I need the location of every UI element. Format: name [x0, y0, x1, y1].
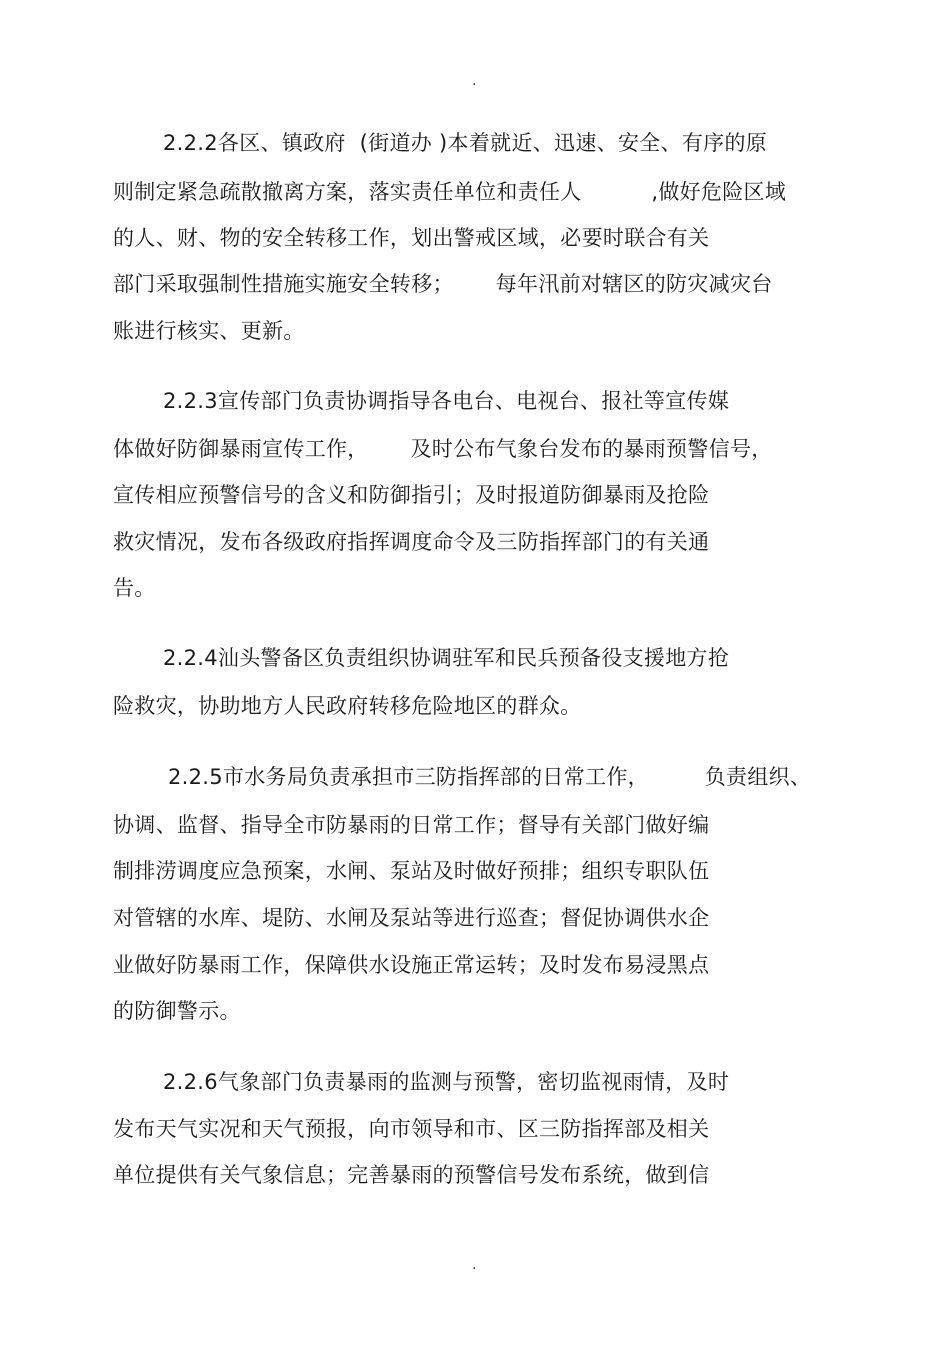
text-line: 宣传相应预警信号的含义和防御指引；及时报道防御暴雨及抢险	[113, 483, 710, 507]
text-line: 协调、监督、指导全市防暴雨的日常工作；督导有关部门做好编	[113, 813, 710, 837]
text-line: 对管辖的水库、堤防、水闸及泵站等进行巡查；督促协调供水企	[113, 906, 710, 930]
text-line: 2.2.2各区、镇政府 (街道办 )本着就近、迅速、安全、有序的原	[163, 131, 768, 155]
text-line: 救灾情况，发布各级政府指挥调度命令及三防指挥部门的有关通	[113, 530, 710, 554]
text-line: 体做好防御暴雨宣传工作， 及时公布气象台发布的暴雨预警信号，	[113, 437, 773, 461]
text-line: 发布天气实况和天气预报，向市领导和市、区三防指挥部及相关	[113, 1117, 710, 1141]
text-line: 则制定紧急疏散撤离方案，落实责任单位和责任人 ,做好危险区域	[113, 180, 787, 204]
text-line: 账进行核实、更新。	[113, 319, 305, 343]
text-line: 的人、财、物的安全转移工作，划出警戒区域，必要时联合有关	[113, 226, 710, 250]
text-line: 单位提供有关气象信息；完善暴雨的预警信号发布系统，做到信	[113, 1163, 710, 1187]
text-line: 制排涝调度应急预案，水闸、泵站及时做好预排；组织专职队伍	[113, 859, 710, 883]
text-line: 的防御警示。	[113, 999, 241, 1023]
text-line: 2.2.3宣传部门负责协调指导各电台、电视台、报社等宣传媒	[163, 389, 730, 413]
page-top-mark: .	[472, 73, 477, 89]
text-line: 2.2.5市水务局负责承担市三防指挥部的日常工作， 负责组织、	[168, 765, 812, 789]
text-line: 2.2.6气象部门负责暴雨的监测与预警，密切监视雨情，及时	[163, 1070, 730, 1094]
text-line: 告。	[113, 576, 156, 600]
text-line: 2.2.4汕头警备区负责组织协调驻军和民兵预备役支援地方抢	[163, 646, 730, 670]
text-line: 险救灾，协助地方人民政府转移危险地区的群众。	[113, 694, 582, 718]
page-bottom-mark: .	[472, 1257, 477, 1273]
text-line: 业做好防暴雨工作，保障供水设施正常运转；及时发布易浸黑点	[113, 953, 710, 977]
text-line: 部门采取强制性措施实施安全转移； 每年汛前对辖区的防灾减灾台	[113, 272, 773, 296]
